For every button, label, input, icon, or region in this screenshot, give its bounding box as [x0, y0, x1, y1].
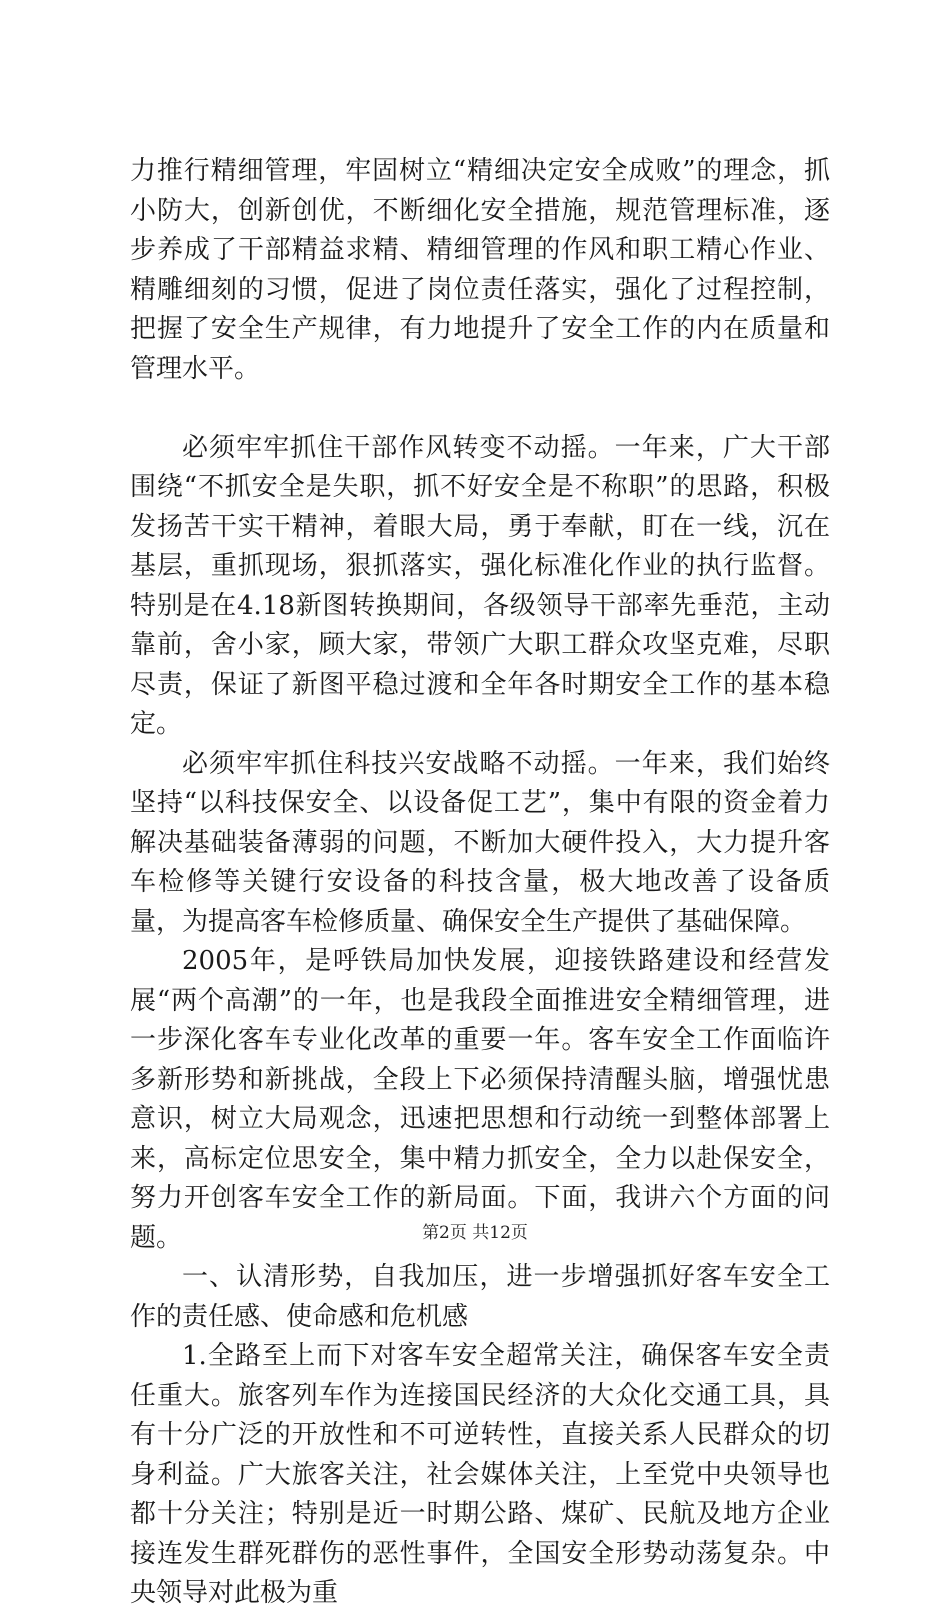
paragraph-gap — [130, 389, 830, 429]
paragraph-2005: 2005年，是呼铁局加快发展，迎接铁路建设和经营发展“两个高潮”的一年，也是我段全面推进安全精细管理，进一步深化客车专业化改革的重要一年。客车安全工作面临许多新形势和新挑战，全段上下必须保持清醒头脑，增强忧患意识，树立大局观念，迅速把思想和行动统一到整体部署上来，高标定位思安全，集中精力抓安全，全力以赴保安全，努力开创客车安全工作的新局面。下面，我讲六个方面的问题。 — [130, 946, 830, 1253]
paragraph-continued: 力推行精细管理，牢固树立“精细决定安全成败”的理念，抓小防大，创新创优，不断细化安全措施，规范管理标准，逐步养成了干部精益求精、精细管理的作风和职工精心作业、精雕细刻的习惯，促进了岗位责任落实，强化了过程控制，把握了安全生产规律，有力地提升了安全工作的内在质量和管理水平。 — [130, 156, 830, 384]
paragraph-technology: 必须牢牢抓住科技兴安战略不动摇。一年来，我们始终坚持“以科技保安全、以设备促工艺”，集中有限的资金着力解决基础装备薄弱的问题，不断加大硬件投入，大力提升客车检修等关键行安设备的科技含量，极大地改善了设备质量，为提高客车检修质量、确保安全生产提供了基础保障。 — [130, 748, 830, 937]
paragraph-cadre-style: 必须牢牢抓住干部作风转变不动摇。一年来，广大干部围绕“不抓安全是失职，抓不好安全是不称职”的思路，积极发扬苦干实干精神，着眼大局，勇于奉献，盯在一线，沉在基层，重抓现场，狠抓落实，强化标准化作业的执行监督。特别是在4.18新图转换期间，各级领导干部率先垂范，主动靠前，舍小家，顾大家，带领广大职工群众攻坚克难，尽职尽责，保证了新图平稳过渡和全年各时期安全工作的基本稳定。 — [130, 432, 830, 739]
section-heading-1: 一、认清形势，自我加压，进一步增强抓好客车安全工作的责任感、使命感和危机感 — [130, 1262, 830, 1332]
page-footer: 第2页 共12页 — [422, 1223, 528, 1243]
document-body — [130, 152, 830, 1614]
paragraph-point-1: 1.全路至上而下对客车安全超常关注，确保客车安全责任重大。旅客列车作为连接国民经济的大众化交通工具，具有十分广泛的开放性和不可逆转性，直接关系人民群众的切身利益。广大旅客关注，社会媒体关注，上至党中央领导也都十分关注；特别是近一时期公路、煤矿、民航及地方企业接连发生群死群伤的恶性事件，全国安全形势动荡复杂。中央领导对此极为重 — [130, 1341, 830, 1608]
